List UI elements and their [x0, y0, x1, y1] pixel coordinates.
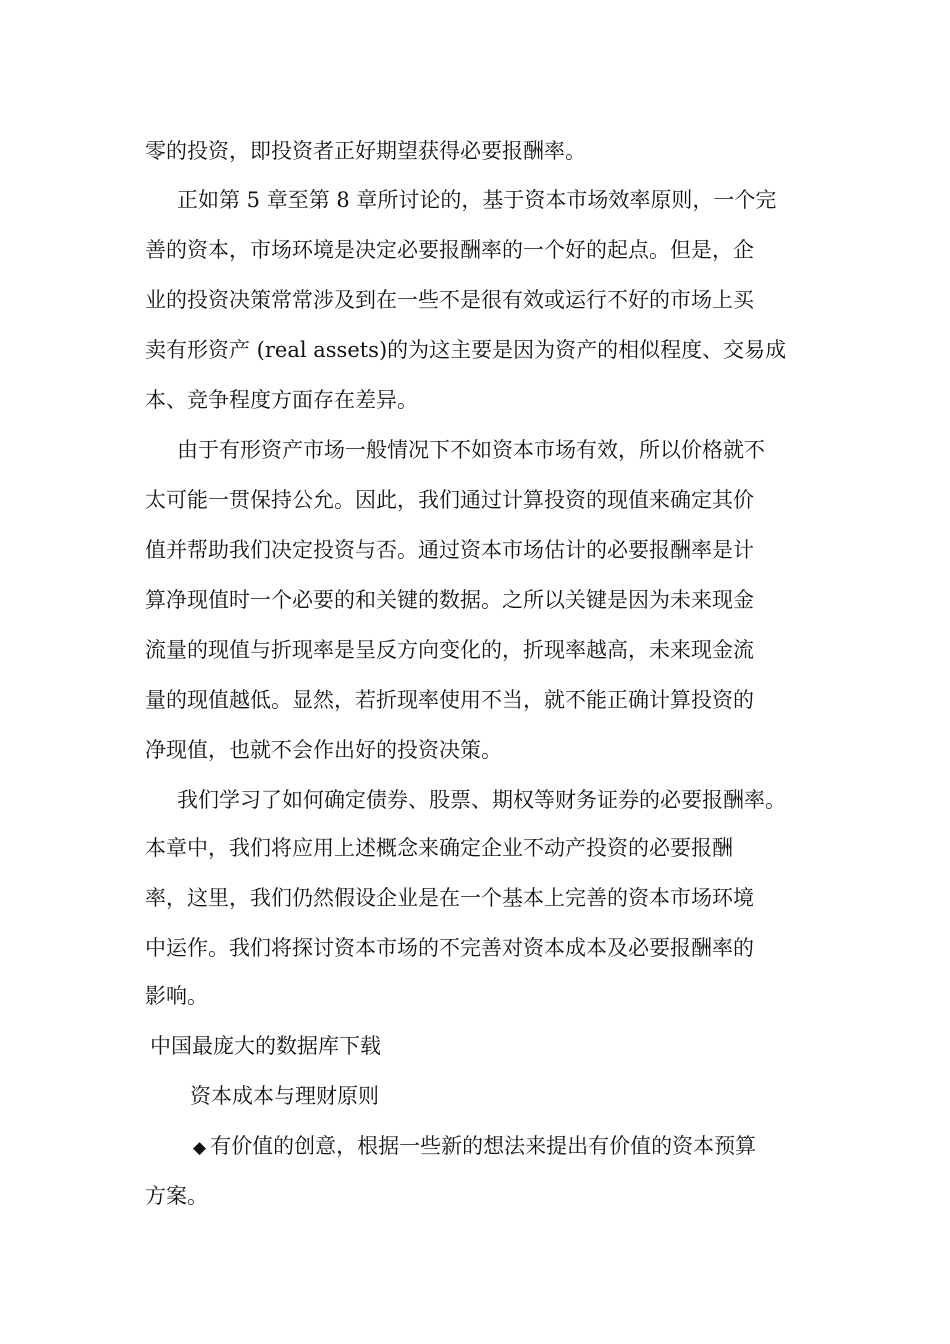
text-line: 零的投资，即投资者正好期望获得必要报酬率。 [145, 139, 586, 163]
text-line: 率，这里，我们仍然假设企业是在一个基本上完善的资本市场环境 [145, 886, 754, 910]
text-line: 本、竞争程度方面存在差异。 [145, 388, 418, 412]
text-line: 值并帮助我们决定投资与否。通过资本市场估计的必要报酬率是计 [145, 538, 754, 562]
text-line: 量的现值越低。显然，若折现率使用不当，就不能正确计算投资的 [145, 688, 754, 712]
text-line: 善的资本，市场环境是决定必要报酬率的一个好的起点。但是，企 [145, 238, 754, 262]
text-line: 卖有形资产 (real assets)的为这主要是因为资产的相似程度、交易成 [145, 338, 787, 362]
diamond-bullet-icon: ◆ [193, 1138, 207, 1158]
text-line: 业的投资决策常常涉及到在一些不是很有效或运行不好的市场上买 [145, 288, 754, 312]
paragraph-first-line: 正如第 5 章至第 8 章所讨论的，基于资本市场效率原则，一个完 [177, 188, 777, 212]
bullet-text: 有价值的创意，根据一些新的想法来提出有价值的资本预算 [210, 1134, 757, 1158]
text-line: 净现值，也就不会作出好的投资决策。 [145, 738, 502, 762]
download-note: 中国最庞大的数据库下载 [150, 1034, 381, 1058]
text-line: 本章中，我们将应用上述概念来确定企业不动产投资的必要报酬 [145, 836, 733, 860]
text-line: 太可能一贯保持公允。因此，我们通过计算投资的现值来确定其价 [145, 488, 754, 512]
bullet-item [193, 1131, 756, 1163]
text-line: 中运作。我们将探讨资本市场的不完善对资本成本及必要报酬率的 [145, 936, 754, 960]
text-line: 影响。 [145, 984, 208, 1008]
text-line: 算净现值时一个必要的和关键的数据。之所以关键是因为未来现金 [145, 588, 754, 612]
text-line: 方案。 [145, 1184, 208, 1208]
paragraph-first-line: 由于有形资产市场一般情况下不如资本市场有效，所以价格就不 [177, 438, 765, 462]
text-line: 流量的现值与折现率是呈反方向变化的，折现率越高，未来现金流 [145, 638, 754, 662]
paragraph-first-line: 我们学习了如何确定债券、股票、期权等财务证券的必要报酬率。 [177, 788, 786, 812]
section-heading: 资本成本与理财原则 [190, 1084, 379, 1108]
